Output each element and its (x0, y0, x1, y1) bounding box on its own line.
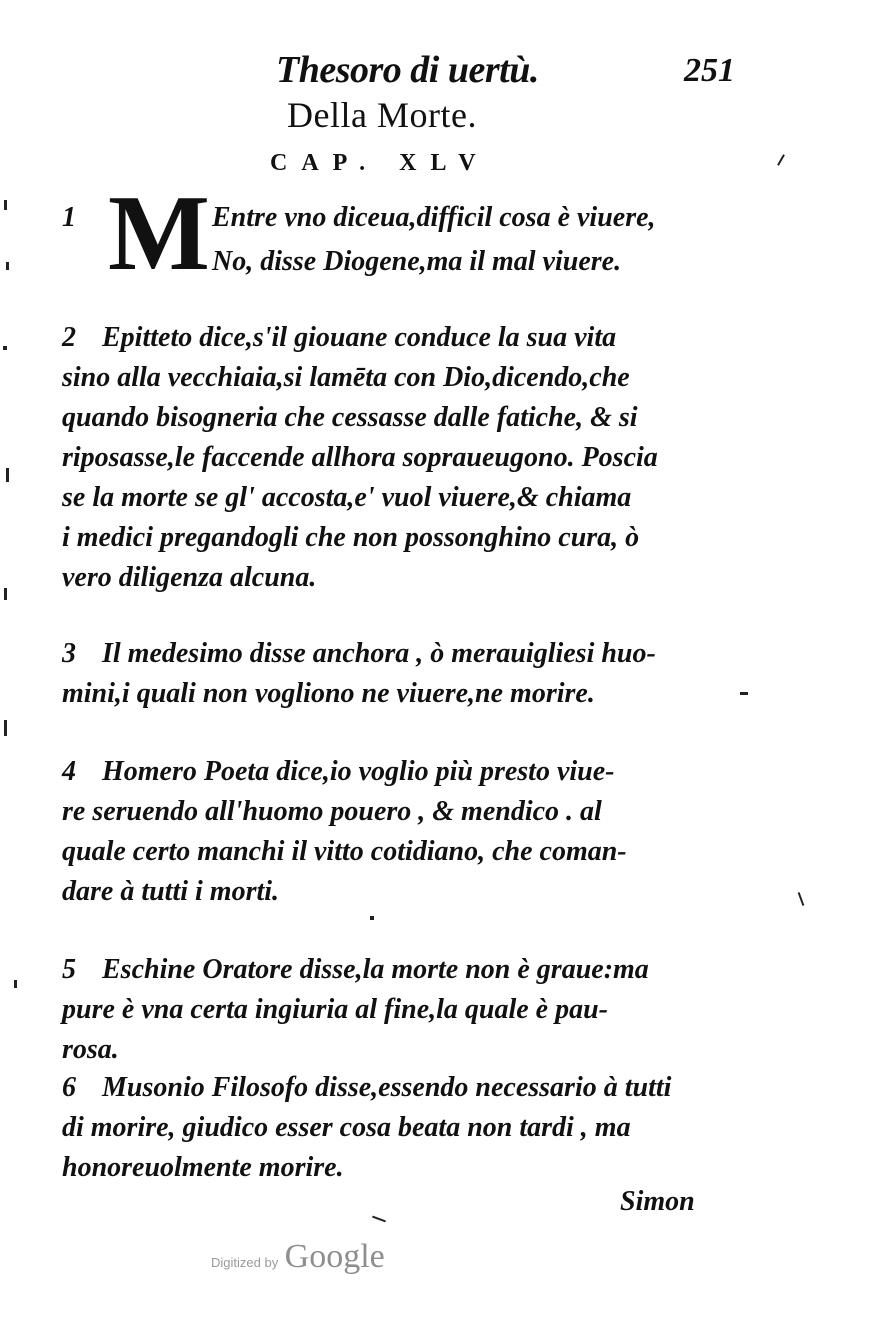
entry-line: Entre vno diceua,difficil cosa è viuere, (212, 202, 656, 233)
entry-line: re seruendo all'huomo pouero , & mendico . al (62, 796, 602, 827)
scan-speck (740, 692, 748, 695)
entry-number: 2 (62, 322, 76, 353)
entry-line: rosa. (62, 1034, 119, 1065)
entry-line: 5 Eschine Oratore disse,la morte non è graue:ma (62, 950, 722, 990)
entry-line: dare à tutti i morti. (62, 876, 280, 907)
entry-number: 6 (62, 1072, 76, 1103)
scan-speck (3, 346, 7, 350)
entry-line: honoreuolmente morire. (62, 1152, 344, 1183)
scan-speck (6, 262, 9, 270)
scan-speck (14, 980, 17, 988)
running-head: Thesoro di uertù. (276, 49, 539, 91)
entry-line: di morire, giudico esser cosa beata non tardi , ma (62, 1112, 631, 1143)
entry-4 (62, 752, 722, 912)
chapter-heading: CAP. XLV (270, 150, 490, 176)
catchword: Simon (620, 1186, 695, 1217)
scan-speck (372, 1216, 386, 1223)
scan-speck (4, 720, 7, 736)
scan-speck (777, 154, 785, 165)
entry-number: 4 (62, 756, 76, 787)
entry-line: No, disse Diogene,ma il mal viuere. (212, 246, 622, 277)
entry-line: 3 Il medesimo disse anchora , ò merauigliesi huo- (62, 634, 722, 674)
entry-line: 6 Musonio Filosofo disse,essendo necessario à tutti (62, 1068, 722, 1108)
entry-3 (62, 634, 722, 714)
drop-cap: M (108, 174, 210, 293)
google-logo: Google (284, 1238, 385, 1275)
entry-line: riposasse,le faccende allhora sopraueugono. Poscia (62, 442, 658, 473)
entry-line: i medici pregandogli che non possonghino cura, ò (62, 522, 640, 553)
entry-line: 2 Epitteto dice,s'il giouane conduce la sua vita (62, 318, 722, 358)
entry-2 (62, 318, 722, 598)
entry-5 (62, 950, 722, 1070)
scan-speck (370, 916, 374, 920)
entry-number: 5 (62, 954, 76, 985)
entry-line: 4 Homero Poeta dice,io voglio più presto viue- (62, 752, 722, 792)
scan-speck (6, 468, 9, 482)
entry-number: 1 (62, 202, 76, 233)
scan-speck (4, 588, 7, 600)
entry-line: quale certo manchi il vitto cotidiano, che coman- (62, 836, 627, 867)
watermark-prefix: Digitized by (211, 1255, 279, 1270)
entry-line: pure è vna certa ingiuria al fine,la quale è pau- (62, 994, 608, 1025)
scan-speck (798, 892, 805, 906)
page-number: 251 (684, 52, 735, 89)
entry-line: quando bisogneria che cessasse dalle fatiche, & si (62, 402, 638, 433)
entry-number: 3 (62, 638, 76, 669)
entry-line: mini,i quali non vogliono ne viuere,ne morire. (62, 678, 595, 709)
entry-6 (62, 1068, 722, 1188)
entry-line: vero diligenza alcuna. (62, 562, 317, 593)
entry-line: se la morte se gl' accosta,e' vuol viuere,& chiama (62, 482, 632, 513)
section-title: Della Morte. (287, 95, 477, 135)
scan-speck (4, 200, 7, 210)
entry-line: sino alla vecchiaia,si lamēta con Dio,dicendo,che (62, 362, 630, 393)
digitized-by-google-watermark (211, 1238, 385, 1276)
